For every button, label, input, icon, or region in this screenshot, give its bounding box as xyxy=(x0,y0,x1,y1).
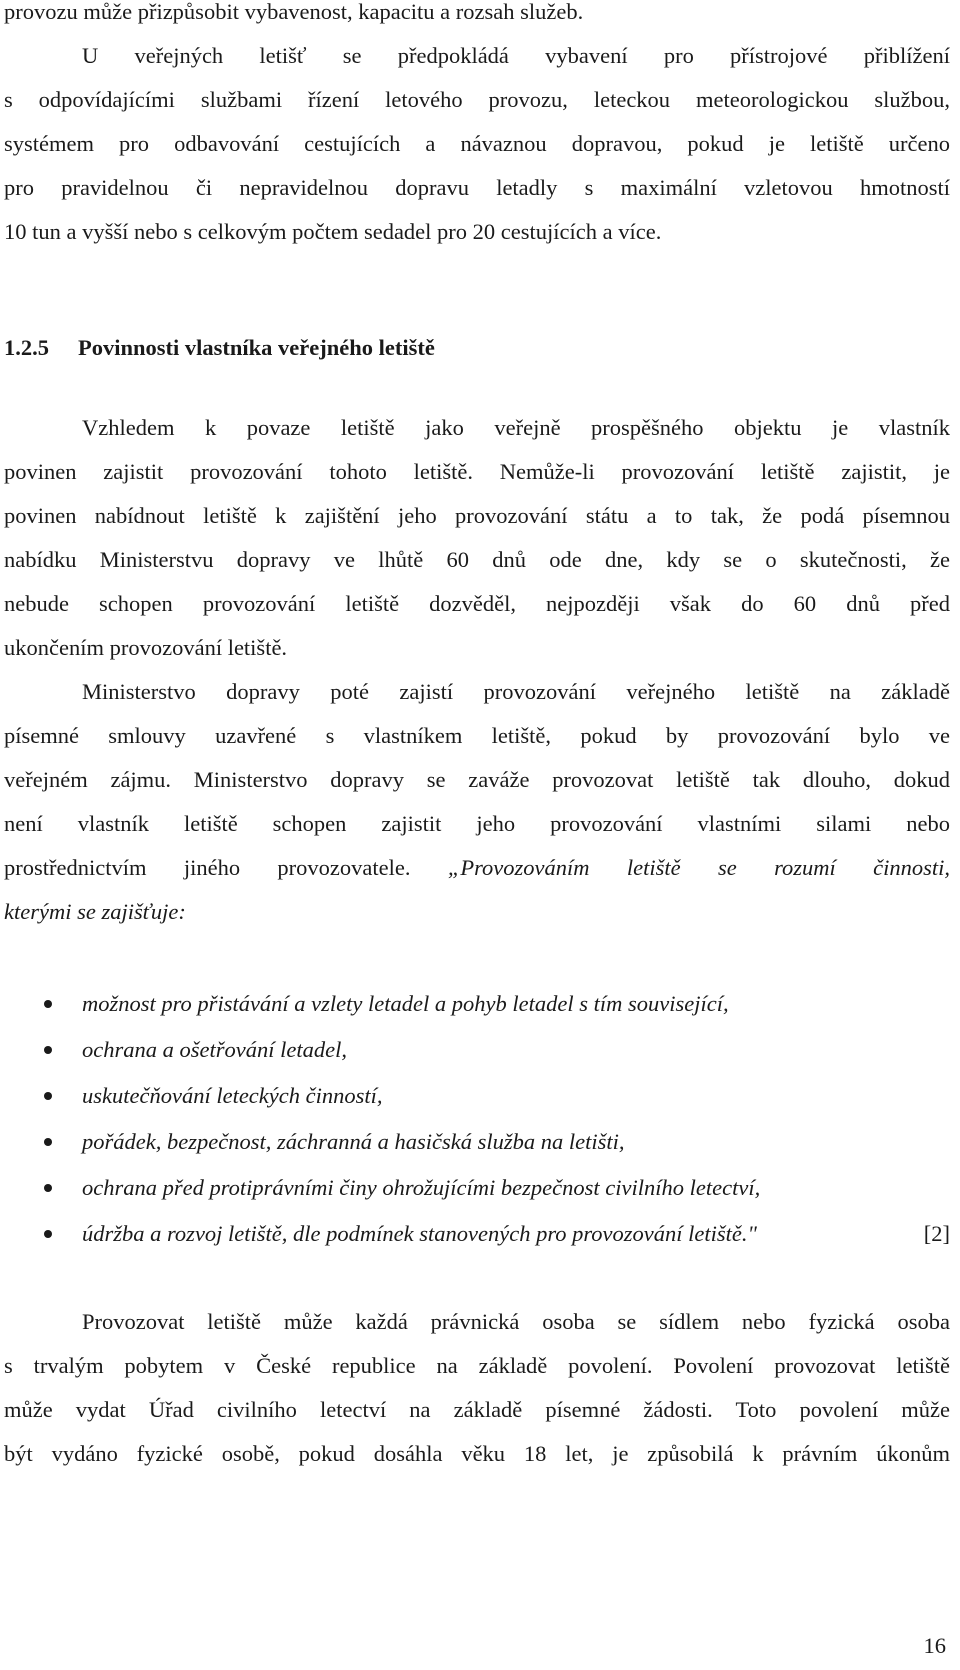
text-line: 10 tun a vyšší nebo s celkovým počtem sedadel pro 20 cestujících a více. xyxy=(4,219,662,244)
section-title: Povinnosti vlastníka veřejného letiště xyxy=(78,335,435,360)
text-line: povinen zajistit provozování tohoto letiště. Nemůže-li provozování letiště zajistit, je xyxy=(4,459,950,484)
list-item-text: pořádek, bezpečnost, záchranná a hasičská služba na letišti, xyxy=(82,1129,625,1154)
bullet-icon xyxy=(44,1046,52,1054)
text-line: Ministerstvo dopravy poté zajistí provozování veřejného letiště na základě xyxy=(82,679,950,704)
text-line: být vydáno fyzické osobě, pokud dosáhla věku 18 let, je způsobilá k právním úkonům xyxy=(4,1441,950,1466)
text-line: Provozovat letiště může každá právnická osoba se sídlem nebo fyzická osoba xyxy=(82,1309,950,1334)
text-line: Vzhledem k povaze letiště jako veřejně prospěšného objektu je vlastník xyxy=(82,415,950,440)
quote-text: „Provozováním letiště se rozumí činnosti, xyxy=(447,855,950,880)
bullet-icon xyxy=(44,1138,52,1146)
section-number: 1.2.5 xyxy=(4,335,49,360)
bullet-icon xyxy=(44,1230,52,1238)
list-item-text: údržba a rozvoj letiště, dle podmínek stanovených pro provozování letiště." xyxy=(82,1221,757,1246)
text-line xyxy=(4,854,950,882)
text-line: písemné smlouvy uzavřené s vlastníkem letiště, pokud by provozování bylo ve xyxy=(4,723,950,748)
bullet-icon xyxy=(44,1184,52,1192)
text-line: pro pravidelnou či nepravidelnou dopravu letadly s maximální vzletovou hmotností xyxy=(4,175,950,200)
text-line: povinen nabídnout letiště k zajištění jeho provozování státu a to tak, že podá písemnou xyxy=(4,503,950,528)
text-line: není vlastník letiště schopen zajistit jeho provozování vlastními silami nebo xyxy=(4,811,950,836)
text-line: kterými se zajišťuje: xyxy=(4,899,186,924)
list-item-text: ochrana a ošetřování letadel, xyxy=(82,1037,347,1062)
text-line: U veřejných letišť se předpokládá vybavení pro přístrojové přiblížení xyxy=(82,43,950,68)
text-line: provozu může přizpůsobit vybavenost, kapacitu a rozsah služeb. xyxy=(4,0,584,24)
citation: [2] xyxy=(923,1221,950,1246)
text-line: systémem pro odbavování cestujících a návaznou dopravou, pokud je letiště určeno xyxy=(4,131,950,156)
list-item-text: možnost pro přistávání a vzlety letadel a pohyb letadel s tím související, xyxy=(82,991,729,1016)
text-line: může vydat Úřad civilního letectví na základě písemné žádosti. Toto povolení může xyxy=(4,1397,950,1422)
bullet-icon xyxy=(44,1000,52,1008)
list-item-text: uskutečňování leteckých činností, xyxy=(82,1083,383,1108)
bullet-icon xyxy=(44,1092,52,1100)
text-line: s trvalým pobytem v České republice na základě povolení. Povolení provozovat letiště xyxy=(4,1353,950,1378)
text-line: veřejném zájmu. Ministerstvo dopravy se zaváže provozovat letiště tak dlouho, dokud xyxy=(4,767,950,792)
plain-text: prostřednictvím jiného provozovatele. xyxy=(4,855,411,880)
text-line: ukončením provozování letiště. xyxy=(4,635,288,660)
text-line: s odpovídajícími službami řízení letového provozu, leteckou meteorologickou službou, xyxy=(4,87,950,112)
text-line: nabídku Ministerstvu dopravy ve lhůtě 60 dnů ode dne, kdy se o skutečnosti, že xyxy=(4,547,950,572)
list-item-text: ochrana před protiprávními činy ohrožujícími bezpečnost civilního letectví, xyxy=(82,1175,761,1200)
text-line: nebude schopen provozování letiště dozvěděl, nejpozději však do 60 dnů před xyxy=(4,591,950,616)
page-number: 16 xyxy=(923,1633,946,1658)
section-heading xyxy=(4,334,950,362)
